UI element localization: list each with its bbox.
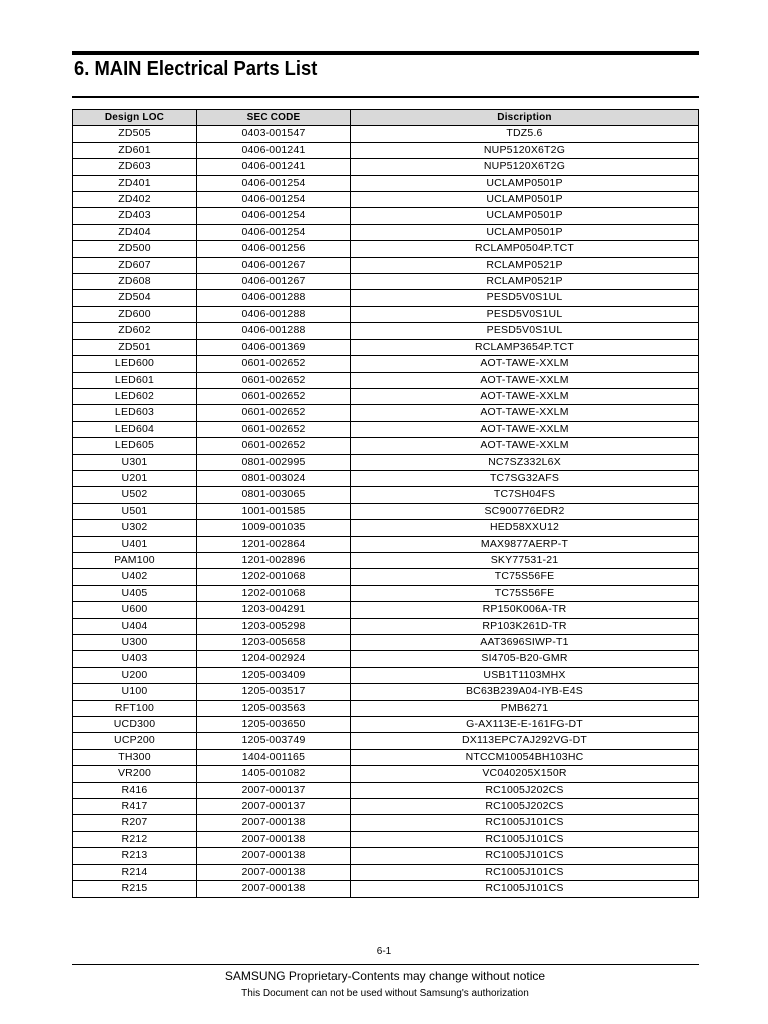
table-row [73,388,699,404]
cell-design-loc: ZD607 [73,257,197,273]
table-row [73,192,699,208]
table-row [73,372,699,388]
cell-sec-code: 0601-002652 [197,421,351,437]
cell-description: SI4705-B20-GMR [351,651,699,667]
cell-design-loc: U403 [73,651,197,667]
table-row [73,585,699,601]
cell-sec-code: 2007-000138 [197,864,351,880]
table-row [73,766,699,782]
cell-sec-code: 1203-004291 [197,602,351,618]
cell-design-loc: UCP200 [73,733,197,749]
cell-description: RCLAMP0504P.TCT [351,241,699,257]
cell-description: TC75S56FE [351,569,699,585]
cell-sec-code: 1001-001585 [197,503,351,519]
table-row [73,848,699,864]
cell-description: UCLAMP0501P [351,192,699,208]
table-row [73,733,699,749]
cell-description: PMB6271 [351,700,699,716]
cell-sec-code: 1204-002924 [197,651,351,667]
top-rule [72,51,699,55]
cell-description: USB1T1103MHX [351,667,699,683]
cell-description: TC7SG32AFS [351,470,699,486]
cell-design-loc: R215 [73,881,197,897]
cell-design-loc: ZD504 [73,290,197,306]
cell-design-loc: R417 [73,799,197,815]
table-row [73,782,699,798]
cell-description: PESD5V0S1UL [351,306,699,322]
cell-design-loc: U404 [73,618,197,634]
cell-design-loc: RFT100 [73,700,197,716]
cell-design-loc: ZD404 [73,224,197,240]
cell-description: PESD5V0S1UL [351,290,699,306]
cell-description: RC1005J101CS [351,864,699,880]
cell-sec-code: 0406-001288 [197,306,351,322]
cell-design-loc: ZD601 [73,142,197,158]
table-row [73,717,699,733]
cell-description: RCLAMP3654P.TCT [351,339,699,355]
cell-sec-code: 0601-002652 [197,388,351,404]
cell-sec-code: 0406-001288 [197,323,351,339]
cell-design-loc: R213 [73,848,197,864]
cell-design-loc: UCD300 [73,717,197,733]
table-row [73,290,699,306]
table-row [73,159,699,175]
cell-sec-code: 1009-001035 [197,520,351,536]
cell-design-loc: U600 [73,602,197,618]
cell-description: NTCCM10054BH103HC [351,749,699,765]
table-row [73,356,699,372]
cell-sec-code: 0406-001241 [197,142,351,158]
cell-sec-code: 0601-002652 [197,405,351,421]
cell-description: RC1005J202CS [351,799,699,815]
cell-description: AOT-TAWE-XXLM [351,388,699,404]
table-row [73,224,699,240]
cell-sec-code: 2007-000138 [197,815,351,831]
cell-description: VC040205X150R [351,766,699,782]
table-row [73,651,699,667]
cell-sec-code: 0406-001256 [197,241,351,257]
cell-description: AOT-TAWE-XXLM [351,356,699,372]
cell-sec-code: 0601-002652 [197,356,351,372]
cell-design-loc: U100 [73,684,197,700]
table-row [73,323,699,339]
cell-design-loc: PAM100 [73,552,197,568]
cell-sec-code: 1201-002896 [197,552,351,568]
cell-description: RCLAMP0521P [351,257,699,273]
table-row [73,487,699,503]
cell-description: SC900776EDR2 [351,503,699,519]
cell-design-loc: U200 [73,667,197,683]
cell-design-loc: ZD603 [73,159,197,175]
cell-sec-code: 1205-003517 [197,684,351,700]
cell-design-loc: ZD501 [73,339,197,355]
table-row [73,421,699,437]
cell-sec-code: 0406-001241 [197,159,351,175]
cell-description: UCLAMP0501P [351,208,699,224]
cell-description: TC75S56FE [351,585,699,601]
cell-description: RC1005J101CS [351,831,699,847]
cell-design-loc: U401 [73,536,197,552]
table-row [73,470,699,486]
table-row [73,799,699,815]
title-underline [72,96,699,98]
table-row [73,881,699,897]
cell-description: AOT-TAWE-XXLM [351,438,699,454]
cell-design-loc: ZD500 [73,241,197,257]
cell-design-loc: ZD401 [73,175,197,191]
table-row [73,864,699,880]
cell-sec-code: 0801-003065 [197,487,351,503]
page-title: 6. MAIN Electrical Parts List [74,58,318,80]
table-row [73,536,699,552]
cell-sec-code: 1205-003563 [197,700,351,716]
cell-description: AOT-TAWE-XXLM [351,405,699,421]
cell-sec-code: 1205-003650 [197,717,351,733]
table-row [73,208,699,224]
cell-description: RC1005J101CS [351,881,699,897]
cell-description: AOT-TAWE-XXLM [351,421,699,437]
table-row [73,635,699,651]
cell-sec-code: 0406-001267 [197,257,351,273]
cell-design-loc: U301 [73,454,197,470]
cell-design-loc: ZD403 [73,208,197,224]
table-row [73,142,699,158]
cell-sec-code: 1202-001068 [197,569,351,585]
cell-design-loc: VR200 [73,766,197,782]
table-row [73,241,699,257]
table-row [73,405,699,421]
table-row [73,831,699,847]
cell-description: TC7SH04FS [351,487,699,503]
table-row [73,520,699,536]
table-row [73,126,699,142]
cell-description: AOT-TAWE-XXLM [351,372,699,388]
cell-design-loc: ZD402 [73,192,197,208]
table-row [73,257,699,273]
parts-table [72,109,699,898]
table-row [73,684,699,700]
cell-description: SKY77531-21 [351,552,699,568]
cell-description: UCLAMP0501P [351,175,699,191]
cell-design-loc: U300 [73,635,197,651]
cell-sec-code: 2007-000138 [197,881,351,897]
cell-sec-code: 1405-001082 [197,766,351,782]
cell-sec-code: 2007-000138 [197,848,351,864]
cell-sec-code: 0406-001267 [197,274,351,290]
cell-description: UCLAMP0501P [351,224,699,240]
cell-sec-code: 0801-002995 [197,454,351,470]
cell-sec-code: 2007-000138 [197,831,351,847]
footer-rule [72,964,699,965]
cell-sec-code: 2007-000137 [197,799,351,815]
cell-design-loc: R212 [73,831,197,847]
cell-sec-code: 0601-002652 [197,438,351,454]
cell-design-loc: ZD600 [73,306,197,322]
cell-description: PESD5V0S1UL [351,323,699,339]
cell-sec-code: 1202-001068 [197,585,351,601]
cell-description: RC1005J101CS [351,815,699,831]
table-row [73,175,699,191]
table-row [73,306,699,322]
cell-description: MAX9877AERP-T [351,536,699,552]
footer-notice: SAMSUNG Proprietary-Contents may change without notice [224,969,546,983]
header-description: Discription [351,110,699,126]
cell-design-loc: LED602 [73,388,197,404]
cell-sec-code: 0406-001254 [197,175,351,191]
cell-design-loc: U201 [73,470,197,486]
cell-design-loc: LED600 [73,356,197,372]
cell-design-loc: ZD602 [73,323,197,339]
cell-description: RCLAMP0521P [351,274,699,290]
table-body [73,126,699,897]
cell-design-loc: LED601 [73,372,197,388]
cell-design-loc: ZD505 [73,126,197,142]
cell-sec-code: 0801-003024 [197,470,351,486]
cell-sec-code: 1203-005658 [197,635,351,651]
page-number: 6-1 [376,946,392,957]
cell-design-loc: LED605 [73,438,197,454]
cell-description: AAT3696SIWP-T1 [351,635,699,651]
cell-description: DX113EPC7AJ292VG-DT [351,733,699,749]
cell-description: TDZ5.6 [351,126,699,142]
table-row [73,815,699,831]
table-row [73,749,699,765]
cell-design-loc: U402 [73,569,197,585]
table-header-row [73,110,699,126]
table-row [73,274,699,290]
cell-description: HED58XXU12 [351,520,699,536]
table-row [73,454,699,470]
cell-description: BC63B239A04-IYB-E4S [351,684,699,700]
cell-sec-code: 0601-002652 [197,372,351,388]
cell-sec-code: 0406-001369 [197,339,351,355]
table-row [73,339,699,355]
cell-design-loc: TH300 [73,749,197,765]
table-row [73,700,699,716]
table-row [73,503,699,519]
cell-description: NUP5120X6T2G [351,142,699,158]
table-row [73,438,699,454]
cell-description: RC1005J101CS [351,848,699,864]
cell-sec-code: 1201-002864 [197,536,351,552]
footer-authorization: This Document can not be used without Samsung's authorization [241,988,529,999]
cell-sec-code: 0406-001254 [197,224,351,240]
cell-design-loc: R214 [73,864,197,880]
cell-design-loc: U405 [73,585,197,601]
cell-sec-code: 0403-001547 [197,126,351,142]
cell-description: RP150K006A-TR [351,602,699,618]
cell-design-loc: LED604 [73,421,197,437]
cell-description: RP103K261D-TR [351,618,699,634]
header-design-loc: Design LOC [73,110,197,126]
header-sec-code: SEC CODE [197,110,351,126]
table-row [73,569,699,585]
cell-sec-code: 0406-001254 [197,208,351,224]
cell-sec-code: 0406-001288 [197,290,351,306]
cell-sec-code: 1203-005298 [197,618,351,634]
cell-design-loc: R416 [73,782,197,798]
cell-sec-code: 0406-001254 [197,192,351,208]
cell-design-loc: LED603 [73,405,197,421]
cell-description: NUP5120X6T2G [351,159,699,175]
table-row [73,602,699,618]
cell-design-loc: R207 [73,815,197,831]
cell-sec-code: 1404-001165 [197,749,351,765]
cell-design-loc: ZD608 [73,274,197,290]
table-row [73,618,699,634]
cell-sec-code: 1205-003409 [197,667,351,683]
cell-sec-code: 2007-000137 [197,782,351,798]
cell-sec-code: 1205-003749 [197,733,351,749]
cell-design-loc: U502 [73,487,197,503]
cell-design-loc: U302 [73,520,197,536]
cell-description: NC7SZ332L6X [351,454,699,470]
cell-design-loc: U501 [73,503,197,519]
table-row [73,552,699,568]
cell-description: G-AX113E-E-161FG-DT [351,717,699,733]
table-row [73,667,699,683]
cell-description: RC1005J202CS [351,782,699,798]
